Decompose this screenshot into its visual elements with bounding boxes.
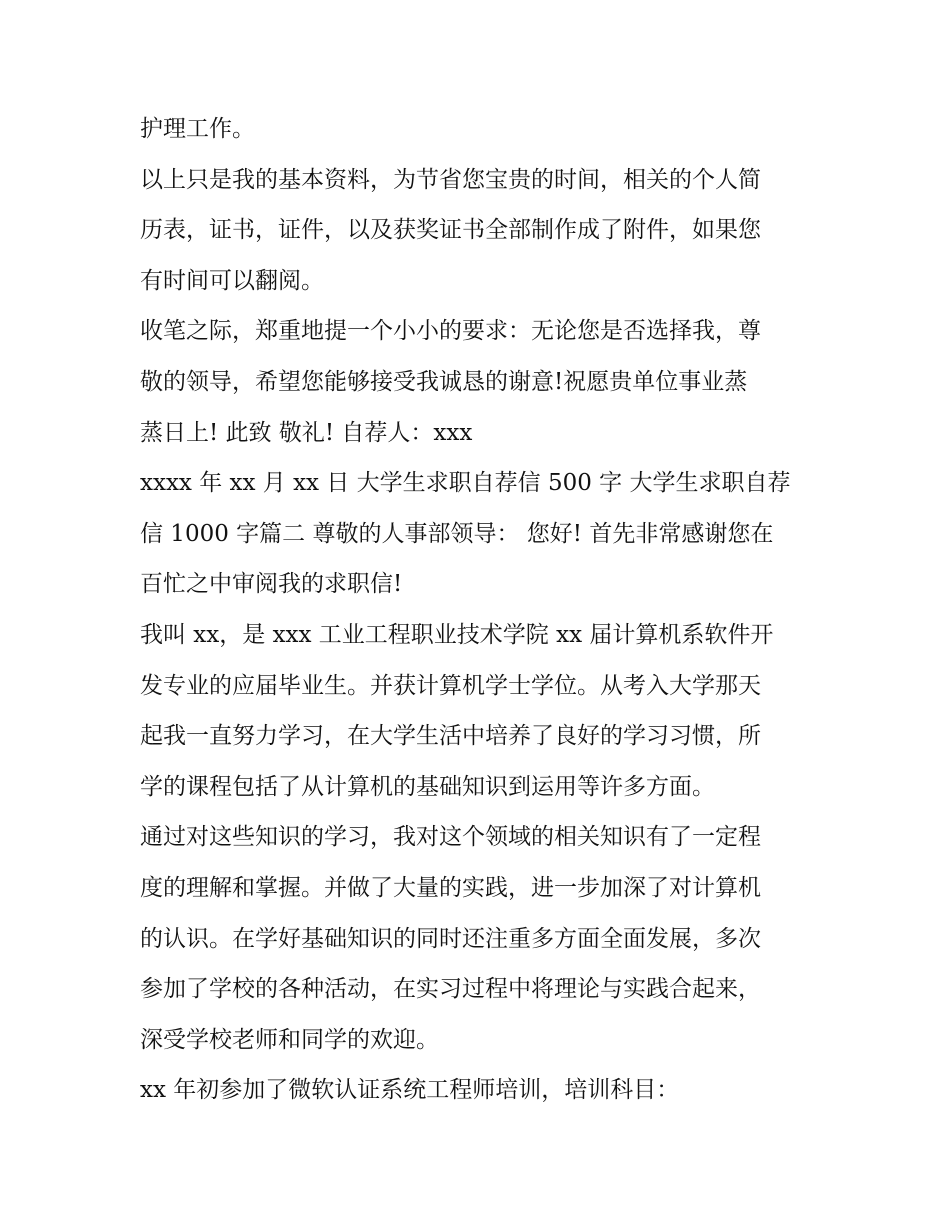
text-line: 信 1000 字篇二 尊敬的人事部领导： 您好! 首先非常感谢您在 xyxy=(140,520,774,547)
paragraph-1 xyxy=(140,104,820,155)
paragraph-6 xyxy=(140,812,820,1065)
text-line: 以上只是我的基本资料，为节省您宝贵的时间，相关的个人简 xyxy=(140,166,761,193)
text-line: 收笔之际，郑重地提一个小小的要求：无论您是否选择我，尊 xyxy=(140,318,761,345)
document-body xyxy=(140,104,820,1116)
text-line: 起我一直努力学习，在大学生活中培养了良好的学习习惯，所 xyxy=(140,723,761,750)
text-line: 深受学校老师和同学的欢迎。 xyxy=(140,1026,439,1053)
paragraph-3 xyxy=(140,306,820,458)
paragraph-4 xyxy=(140,458,820,610)
text-line: 学的课程包括了从计算机的基础知识到运用等许多方面。 xyxy=(140,773,715,800)
text-line: 历表，证书，证件，以及获奖证书全部制作成了附件，如果您 xyxy=(140,217,761,244)
text-line: xxxx 年 xx 月 xx 日 大学生求职自荐信 500 字 大学生求职自荐 xyxy=(140,470,791,497)
text-line: 通过对这些知识的学习，我对这个领域的相关知识有了一定程 xyxy=(140,824,761,851)
text-line: 护理工作。 xyxy=(140,116,255,142)
paragraph-7 xyxy=(140,1065,820,1116)
paragraph-2 xyxy=(140,155,820,307)
paragraph-5 xyxy=(140,610,820,812)
text-line: 有时间可以翻阅。 xyxy=(140,267,324,294)
text-line: xx 年初参加了微软认证系统工程师培训，培训科目： xyxy=(140,1077,680,1104)
text-line: 发专业的应届毕业生。并获计算机学士学位。从考入大学那天 xyxy=(140,672,761,699)
text-line: 蒸日上! 此致 敬礼! 自荐人：xxx xyxy=(140,419,473,446)
text-line: 百忙之中审阅我的求职信! xyxy=(140,571,403,598)
text-line: 敬的领导，希望您能够接受我诚恳的谢意!祝愿贵单位事业蒸 xyxy=(140,368,748,395)
text-line: 度的理解和掌握。并做了大量的实践，进一步加深了对计算机 xyxy=(140,874,761,901)
text-line: 的认识。在学好基础知识的同时还注重多方面全面发展，多次 xyxy=(140,925,761,952)
text-line: 参加了学校的各种活动，在实习过程中将理论与实践合起来， xyxy=(140,976,761,1003)
text-line: 我叫 xx，是 xxx 工业工程职业技术学院 xx 届计算机系软件开 xyxy=(140,621,774,648)
